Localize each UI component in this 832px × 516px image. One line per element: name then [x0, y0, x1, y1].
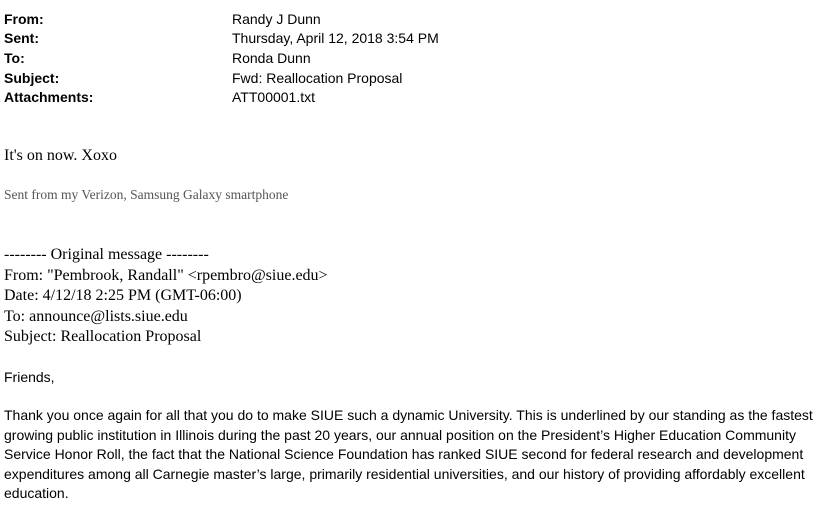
from-value: Randy J Dunn	[232, 10, 321, 27]
letter-greeting: Friends,	[4, 369, 55, 385]
subject-label: Subject:	[4, 69, 60, 86]
header-sent-row	[4, 29, 439, 49]
original-to-line: To: announce@lists.siue.edu	[4, 307, 188, 325]
original-message-header	[4, 245, 328, 348]
letter-paragraph: Thank you once again for all that you do to make SIUE such a dynamic University. This is underlined by our standing as the fastest growing public institution in Illinois during the past 20 years, our annual position on the President’s Higher Education Community Service Honor Roll, the fact that the National Science Foundation has ranked SIUE second for federal research and development expenditures among all Carnegie master’s large, primarily residential universities, and our history of providing affordably excellent education.	[4, 407, 813, 502]
sent-label: Sent:	[4, 30, 39, 47]
original-date-line: Date: 4/12/18 2:25 PM (GMT-06:00)	[4, 287, 242, 304]
sent-value: Thursday, April 12, 2018 3:54 PM	[232, 30, 439, 47]
to-label: To:	[4, 49, 25, 66]
from-label: From:	[4, 10, 44, 27]
original-message-divider: -------- Original message --------	[4, 246, 209, 263]
header-to-row	[4, 48, 439, 68]
header-from-row	[4, 9, 439, 29]
header-attachments-row	[4, 87, 439, 107]
email-header	[4, 9, 439, 107]
header-subject-row	[4, 68, 439, 88]
subject-value: Fwd: Reallocation Proposal	[232, 69, 403, 86]
attachments-label: Attachments:	[4, 89, 94, 106]
original-from-line: From: "Pembrook, Randall" <rpembro@siue.edu>	[4, 266, 328, 284]
message-body: It's on now. Xoxo	[4, 147, 117, 164]
original-subject-line: Subject: Reallocation Proposal	[4, 328, 202, 345]
to-value: Ronda Dunn	[232, 49, 311, 66]
attachment-link[interactable]: ATT00001.txt	[232, 89, 316, 106]
device-signature: Sent from my Verizon, Samsung Galaxy smartphone	[4, 187, 289, 202]
